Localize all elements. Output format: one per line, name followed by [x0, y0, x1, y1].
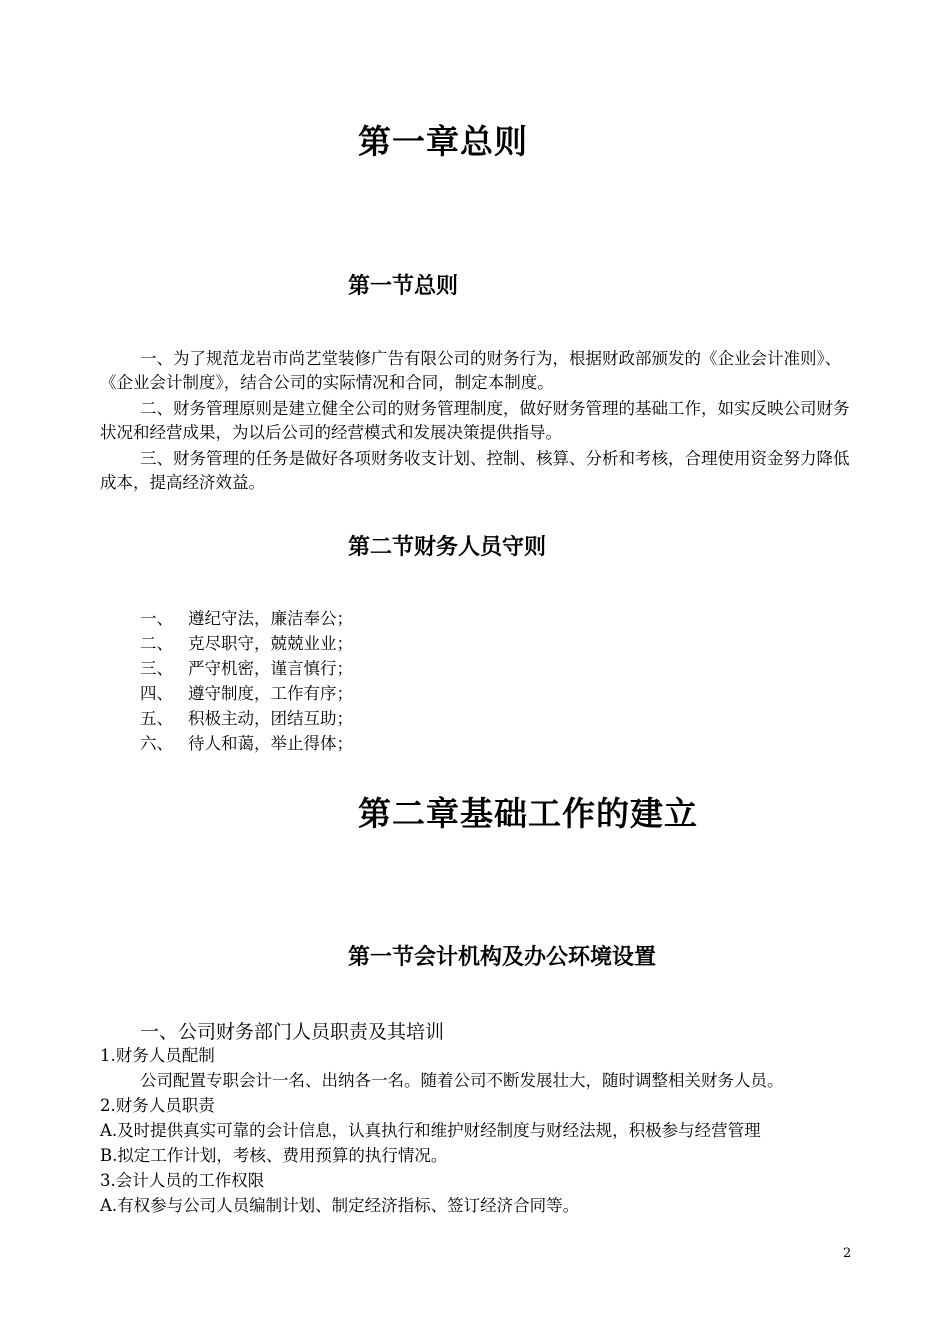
rule-text: 积极主动，团结互助；	[188, 709, 353, 728]
subsection-heading: 一、公司财务部门人员职责及其培训	[140, 1021, 445, 1043]
chapter-1-title: 第一章总则	[358, 122, 528, 161]
body-line: B.拟定工作计划，考核、费用预算的执行情况。	[100, 1146, 448, 1165]
paragraph-2: 二、财务管理原则是建立健全公司的财务管理制度，做好财务管理的基础工作，如实反映公司财务状况和经营成果，为以后公司的经营模式和发展决策提供指导。	[100, 399, 850, 442]
item-heading-2: 2.财务人员职责	[100, 1096, 215, 1115]
rule-number: 三、	[140, 659, 173, 678]
rule-number: 二、	[140, 634, 173, 653]
paragraph-3: 三、财务管理的任务是做好各项财务收支计划、控制、核算、分析和考核，合理使用资金努力降低成本，提高经济效益。	[100, 449, 850, 492]
rule-number: 五、	[140, 709, 173, 728]
item-heading-3: 3.会计人员的工作权限	[100, 1171, 265, 1190]
rule-item	[140, 732, 353, 756]
section-1-2-title: 第二节财务人员守则	[348, 535, 547, 560]
body-line: 公司配置专职会计一名、出纳各一名。随着公司不断发展壮大，随时调整相关财务人员。	[140, 1071, 784, 1090]
rule-text: 克尽职守，兢兢业业；	[188, 634, 353, 653]
rule-text: 待人和蔼，举止得体；	[188, 734, 353, 753]
rule-item	[140, 657, 353, 681]
page-number: 2	[843, 1246, 852, 1261]
section-1-1-title: 第一节总则	[348, 274, 459, 299]
rule-number: 四、	[140, 684, 173, 703]
rule-item	[140, 707, 353, 731]
rule-item	[140, 682, 353, 706]
rule-item	[140, 607, 353, 631]
rule-number: 一、	[140, 609, 173, 628]
rule-number: 六、	[140, 734, 173, 753]
chapter-2-title: 第二章基础工作的建立	[358, 794, 698, 833]
rule-item	[140, 632, 353, 656]
item-heading-1: 1.财务人员配制	[100, 1046, 215, 1065]
rule-text: 严守机密，谨言慎行；	[188, 659, 353, 678]
section-2-1-title: 第一节会计机构及办公环境设置	[348, 945, 657, 970]
body-line: A.有权参与公司人员编制计划、制定经济指标、签订经济合同等。	[100, 1196, 580, 1215]
rule-text: 遵守制度，工作有序；	[188, 684, 353, 703]
rule-text: 遵纪守法，廉洁奉公；	[188, 609, 353, 628]
paragraph-1: 一、为了规范龙岩市尚艺堂装修广告有限公司的财务行为，根据财政部颁发的《企业会计准则》、《企业会计制度》，结合公司的实际情况和合同，制定本制度。	[100, 349, 842, 392]
body-line: A.及时提供真实可靠的会计信息，认真执行和维护财经制度与财经法规，积极参与经营管理	[100, 1121, 761, 1140]
